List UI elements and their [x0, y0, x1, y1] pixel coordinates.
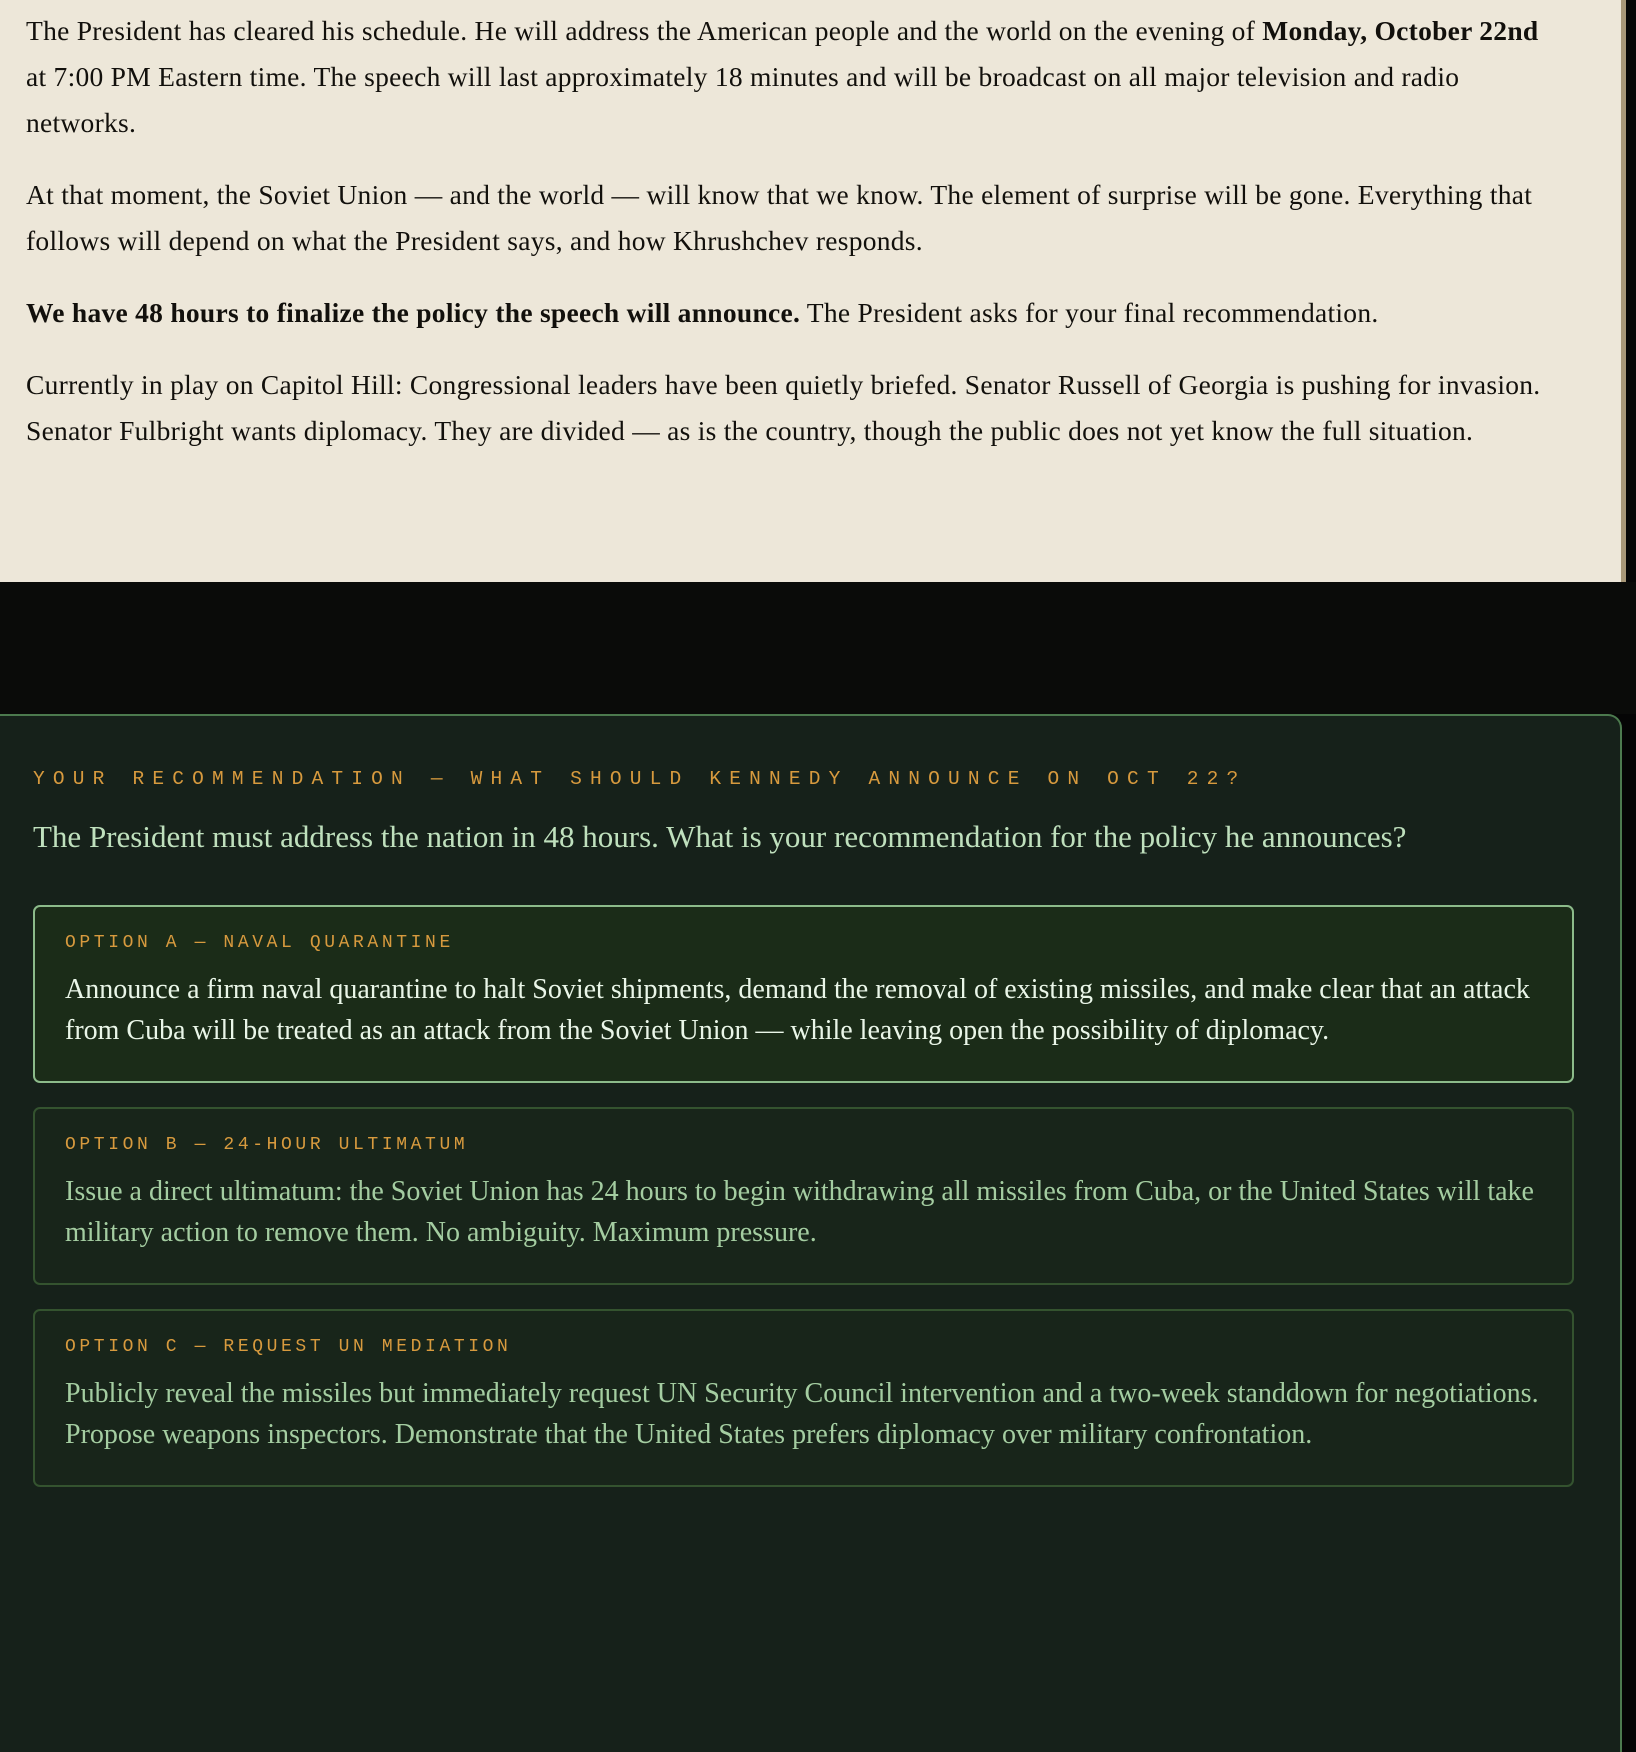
briefing-emphasis: Monday, October 22nd	[1262, 15, 1539, 46]
panel-gutter	[0, 582, 1636, 714]
briefing-document-body	[0, 0, 1621, 454]
briefing-text: The President has cleared his schedule. He will address the American people and the world on the evening of	[26, 15, 1263, 46]
option-card[interactable]	[33, 1107, 1574, 1285]
option-label: OPTION A — NAVAL QUARANTINE	[65, 933, 454, 953]
briefing-text: At that moment, the Soviet Union — and the world — will know that we know. The element of surprise will be gone. Everything that follows will depend on what the President says, and how Khrushchev responds.	[26, 179, 1533, 256]
briefing-text: The President asks for your final recommendation.	[800, 297, 1379, 328]
briefing-paragraph	[26, 8, 1565, 146]
option-list	[33, 905, 1572, 1487]
briefing-text: Currently in play on Capitol Hill: Congressional leaders have been quietly briefed. Senator Russell of Georgia is pushing for invasion. Senator Fulbright wants diplomacy. They are divided — as is the country, though the public does not yet know the full situation.	[26, 369, 1541, 446]
decision-panel	[0, 714, 1622, 1752]
briefing-text: at 7:00 PM Eastern time. The speech will last approximately 18 minutes and will be broadcast on all major television and radio networks.	[26, 61, 1460, 138]
decision-question: The President must address the nation in 48 hours. What is your recommendation for the policy he announces?	[33, 819, 1407, 854]
option-label: OPTION C — REQUEST UN MEDIATION	[65, 1337, 512, 1357]
option-label: OPTION B — 24-HOUR ULTIMATUM	[65, 1135, 469, 1155]
briefing-paragraph	[26, 172, 1565, 264]
option-card[interactable]	[33, 1309, 1574, 1487]
decision-eyebrow: YOUR RECOMMENDATION — WHAT SHOULD KENNEDY ANNOUNCE ON OCT 22?	[33, 768, 1247, 790]
option-body-text: Announce a firm naval quarantine to halt Soviet shipments, demand the removal of existing missiles, and make clear that an attack from Cuba will be treated as an attack from the Soviet Union — while leaving open the possibility of diplomacy.	[65, 974, 1530, 1046]
option-card[interactable]	[33, 905, 1574, 1083]
document-right-gutter	[1626, 0, 1636, 582]
briefing-emphasis: We have 48 hours to finalize the policy the speech will announce.	[26, 297, 801, 328]
briefing-paragraph	[26, 362, 1565, 454]
briefing-paragraph	[26, 290, 1565, 336]
option-body-text: Issue a direct ultimatum: the Soviet Union has 24 hours to begin withdrawing all missiles from Cuba, or the United States will take military action to remove them. No ambiguity. Maximum pressure.	[65, 1176, 1534, 1248]
briefing-document	[0, 0, 1626, 582]
option-body-text: Publicly reveal the missiles but immediately request UN Security Council intervention and a two-week standdown for negotiations. Propose weapons inspectors. Demonstrate that the United States prefers diplomacy over military confrontation.	[65, 1378, 1539, 1450]
